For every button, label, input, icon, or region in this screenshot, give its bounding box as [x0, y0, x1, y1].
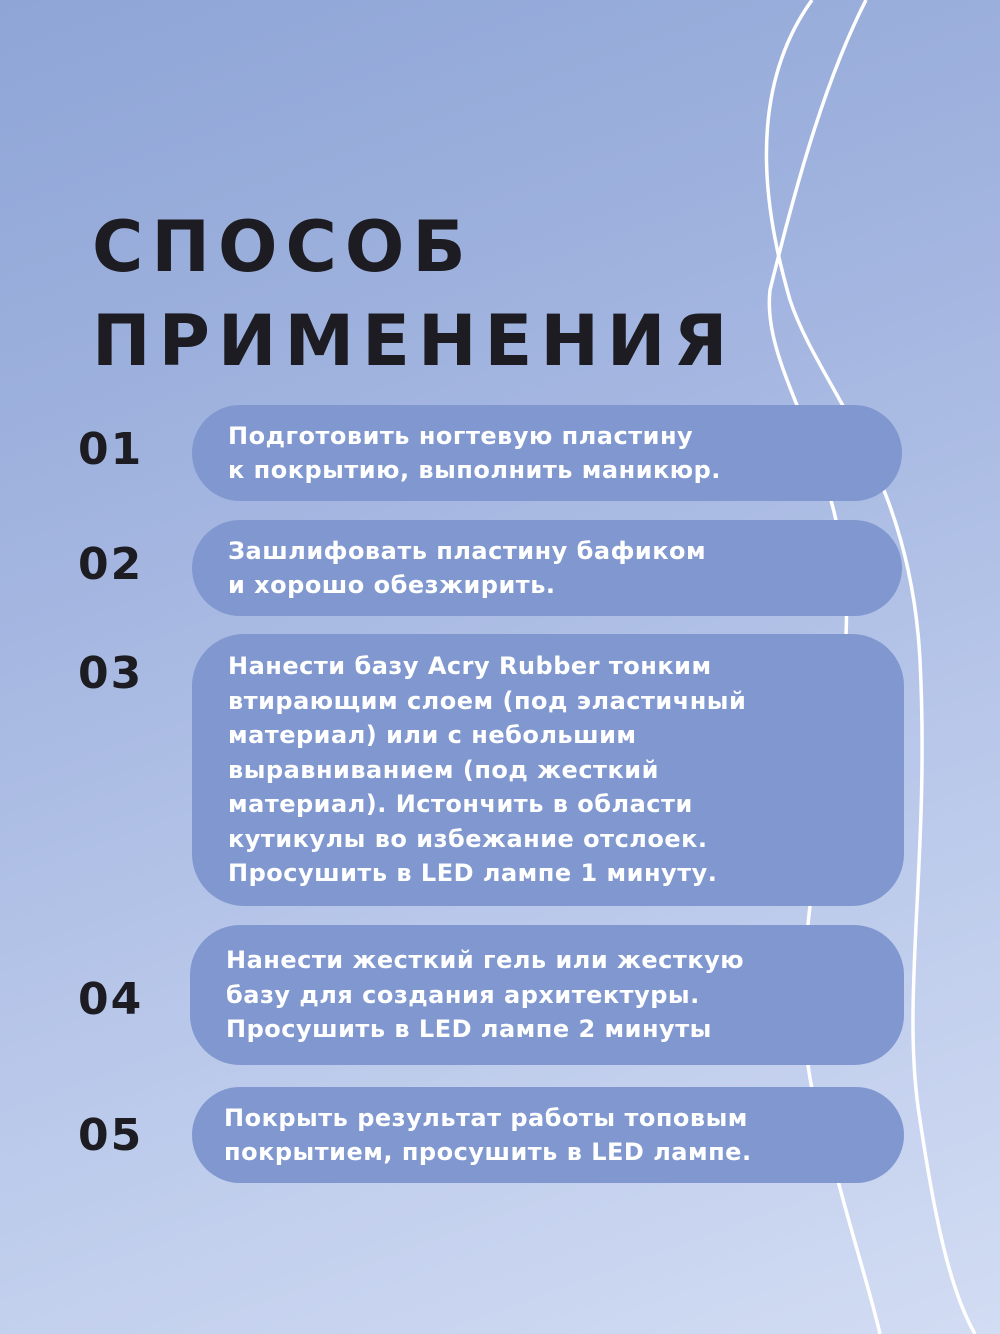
title-line-1: СПОСОБ	[92, 206, 474, 288]
step-text-04: Нанести жесткий гель или жесткую базу для создания архитектуры. Просушить в LED лампе 2 минуты	[226, 946, 745, 1044]
step-number-01: 01	[78, 424, 144, 475]
page-title	[92, 200, 735, 388]
step-card-03	[192, 634, 904, 906]
step-card-04	[190, 925, 904, 1065]
step-text-03: Нанести базу Acry Rubber тонким втирающим слоем (под эластичный материал) или с небольшим выравниванием (под жесткий материал). Истончить в области кутикулы во избежание отслоек. Просушить в LED лампе 1 минуту.	[228, 652, 747, 888]
step-text-02: Зашлифовать пластину бафиком и хорошо обезжирить.	[228, 536, 707, 599]
step-card-02	[192, 520, 902, 616]
step-text-05: Покрыть результат работы топовым покрытием, просушить в LED лампе.	[224, 1103, 752, 1166]
step-number-02: 02	[78, 539, 144, 590]
title-line-2: ПРИМЕНЕНИЯ	[92, 300, 736, 382]
step-text-01: Подготовить ногтевую пластину к покрытию, выполнить маникюр.	[228, 421, 721, 484]
step-number-04: 04	[78, 974, 144, 1025]
step-card-01	[192, 405, 902, 501]
step-card-05	[192, 1087, 904, 1183]
step-number-05: 05	[78, 1110, 144, 1161]
step-number-03: 03	[78, 648, 144, 699]
